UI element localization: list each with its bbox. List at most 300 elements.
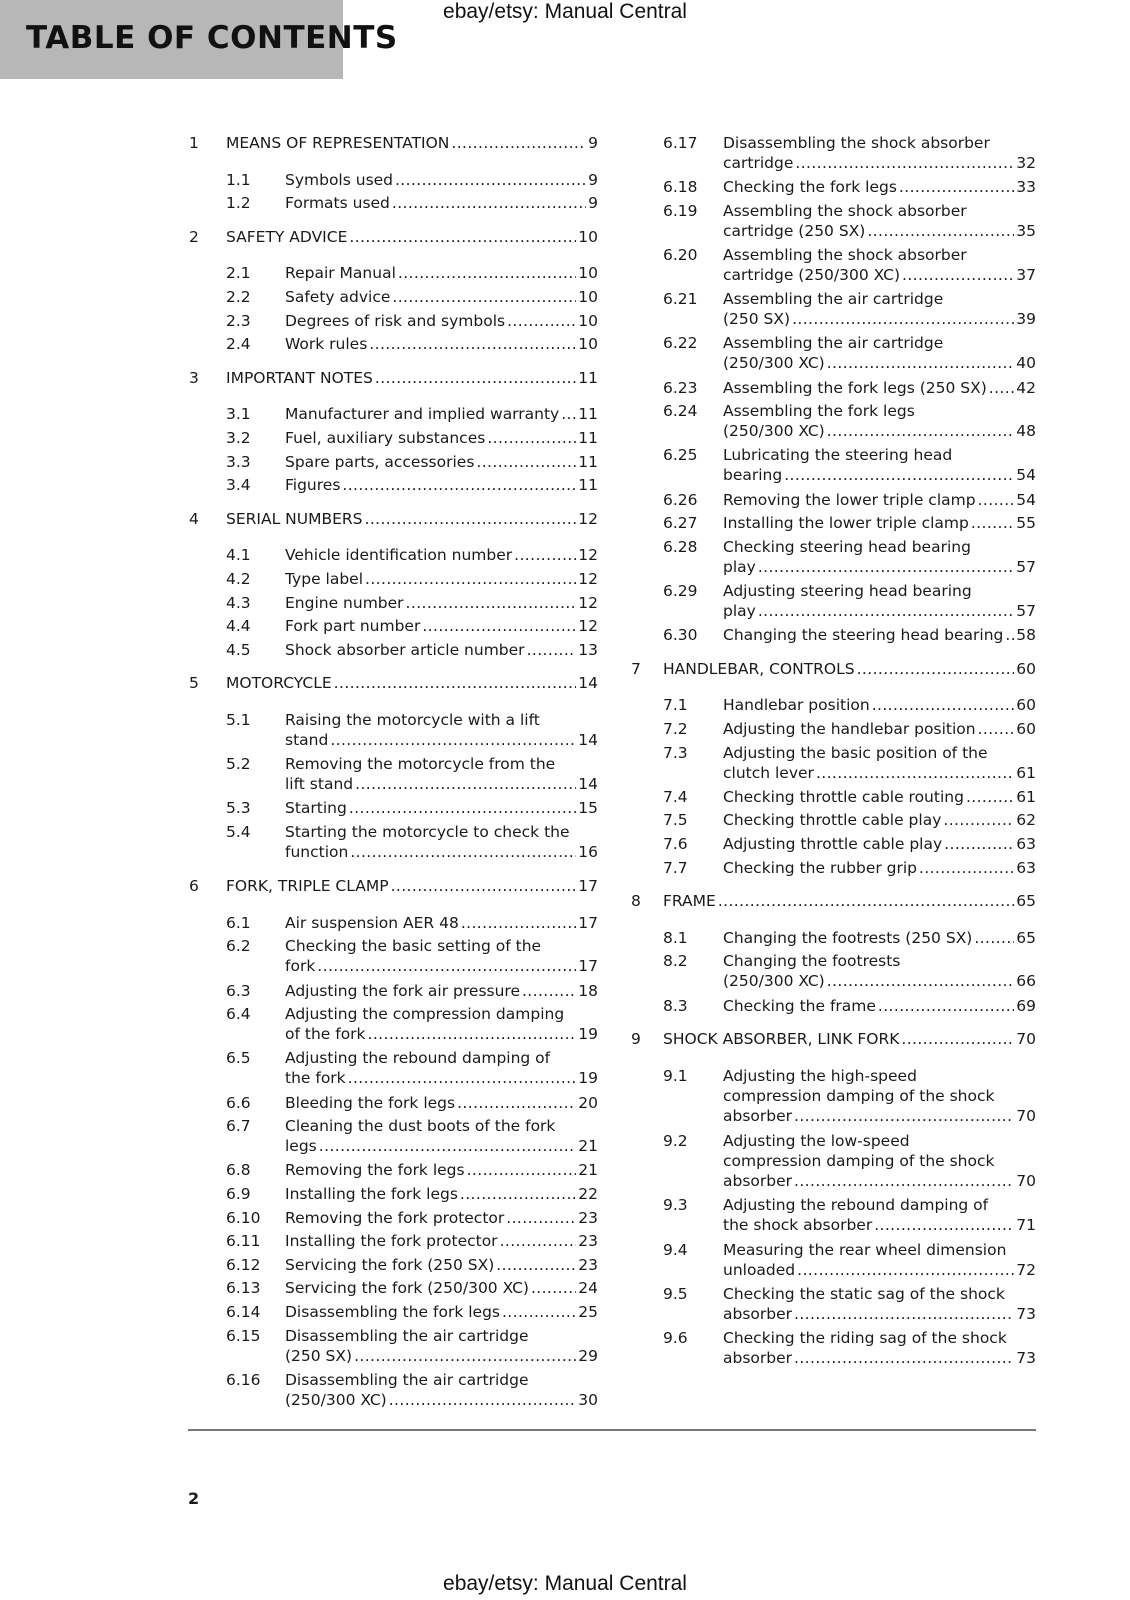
dot-leader xyxy=(966,787,1014,807)
toc-entry-title-line: Assembling the fork legs (250 SX) xyxy=(723,378,987,397)
toc-entry-title-line: Checking steering head bearing xyxy=(723,537,971,556)
toc-entry-title-line: lift stand xyxy=(285,775,354,794)
dot-leader xyxy=(797,1260,1014,1280)
toc-entry-title-line: Checking the static sag of the shock xyxy=(723,1284,1005,1303)
toc-entry-title-line: Fuel, auxiliary substances xyxy=(285,429,486,447)
toc-entry-title-line: Fork part number xyxy=(285,617,421,636)
toc-entry-title-line: Checking the rubber grip xyxy=(723,858,918,877)
toc-page-number: 33 xyxy=(1016,178,1036,197)
dot-leader xyxy=(1005,625,1014,645)
toc-entry[interactable] xyxy=(663,1240,1036,1281)
toc-entry-number: 6.20 xyxy=(663,246,698,264)
toc-entry-title-line: Starting the motorcycle to check the xyxy=(285,823,570,841)
toc-entry-number: 6.4 xyxy=(226,1005,251,1024)
toc-page-number: 58 xyxy=(1016,626,1036,645)
toc-page-number: 57 xyxy=(1016,602,1036,620)
toc-entry-number: 7.2 xyxy=(663,720,688,738)
toc-entry-title-line: Checking the fork legs xyxy=(723,178,897,197)
toc-entry-title-line: unloaded xyxy=(723,1260,796,1279)
toc-entry-number: 6.13 xyxy=(226,1279,261,1298)
toc-page-number: 24 xyxy=(578,1279,598,1298)
toc-entry-number: 4.2 xyxy=(226,570,251,588)
toc-entry-title-line: Adjusting steering head bearing xyxy=(723,582,972,600)
toc-page-number: 12 xyxy=(578,617,598,636)
toc-entry-title-line: (250 SX) xyxy=(723,310,791,329)
toc-page-number: 73 xyxy=(1016,1304,1036,1323)
toc-entry-title-line: compression damping of the shock xyxy=(723,1086,995,1105)
toc-entry-title-line: Servicing the fork (250 SX) xyxy=(285,1255,495,1274)
toc-entry-number: 7.4 xyxy=(663,787,688,806)
toc-entry-number: 8.2 xyxy=(663,952,688,971)
toc-page-number: 40 xyxy=(1016,354,1036,373)
toc-entry-number: 9.6 xyxy=(663,1329,688,1347)
toc-entry-title-line: Removing the lower triple clamp xyxy=(723,490,976,509)
toc-entry-number: 6.8 xyxy=(226,1161,251,1180)
toc-entry-title-line: the shock absorber xyxy=(723,1216,873,1235)
toc-page-number: 19 xyxy=(578,1025,598,1044)
toc-entry-title-line: Work rules xyxy=(285,335,368,354)
toc-entry-number: 7.6 xyxy=(663,835,688,853)
dot-leader xyxy=(827,421,1015,441)
toc-entry-title-line: Safety advice xyxy=(285,288,391,306)
toc-entry-title-line: the fork xyxy=(285,1069,346,1088)
toc-section-heading[interactable] xyxy=(631,659,1036,680)
toc-entry-title-line: clutch lever xyxy=(723,763,814,782)
toc-page-number: 63 xyxy=(1016,858,1036,877)
dot-leader xyxy=(794,1348,1014,1368)
toc-entry-title-line: MEANS OF REPRESENTATION xyxy=(226,134,450,152)
toc-entry[interactable] xyxy=(663,1328,1036,1369)
toc-entry-title-line: Checking throttle cable play xyxy=(723,811,942,830)
toc-entry-title-line: MOTORCYCLE xyxy=(226,674,332,693)
toc-page-number: 61 xyxy=(1016,763,1036,782)
dot-leader xyxy=(902,265,1014,285)
toc-entry[interactable] xyxy=(663,810,1036,831)
toc-entry[interactable] xyxy=(663,1131,1036,1193)
toc-entry-number: 7.1 xyxy=(663,696,688,715)
toc-entry-title-line: (250/300 XC) xyxy=(723,422,825,441)
toc-page-number: 15 xyxy=(578,799,598,818)
toc-entry[interactable] xyxy=(663,951,1036,992)
toc-entry[interactable] xyxy=(663,177,1036,198)
toc-entry-title-line: Starting xyxy=(285,799,347,818)
toc-page-number: 23 xyxy=(578,1208,598,1227)
toc-entry-title-line: Adjusting throttle cable play xyxy=(723,835,943,853)
toc-entry-number: 9.4 xyxy=(663,1240,688,1259)
toc-entry-title-line: Disassembling the fork legs xyxy=(285,1303,500,1321)
toc-entry-number: 2.1 xyxy=(226,264,251,283)
toc-page-number: 54 xyxy=(1016,466,1036,485)
toc-entry-title-line: of the fork xyxy=(285,1025,366,1044)
toc-entry-number: 6.30 xyxy=(663,626,698,645)
toc-entry-title-line: HANDLEBAR, CONTROLS xyxy=(663,659,855,678)
toc-entry-number: 6.12 xyxy=(226,1255,261,1274)
toc-page-number: 20 xyxy=(578,1093,598,1112)
toc-page-number: 32 xyxy=(1016,154,1036,172)
toc-entry-title-line: Removing the fork legs xyxy=(285,1161,465,1180)
dot-leader xyxy=(944,834,1014,854)
dot-leader xyxy=(857,659,1015,679)
toc-entry[interactable] xyxy=(663,928,1036,949)
toc-entry[interactable] xyxy=(663,201,1036,242)
toc-entry-title-line: bearing xyxy=(723,466,783,485)
toc-page-number: 9 xyxy=(588,194,598,213)
toc-entry-number: 6.16 xyxy=(226,1370,261,1389)
toc-entry-title-line: Raising the motorcycle with a lift xyxy=(285,711,540,729)
toc-entry-number: 6.21 xyxy=(663,290,698,309)
toc-entry[interactable] xyxy=(663,719,1036,740)
toc-entry-number: 5.1 xyxy=(226,711,251,729)
toc-entry-number: 2 xyxy=(189,227,199,246)
toc-entry-title-line: cartridge xyxy=(723,154,794,172)
toc-entry-title-line: function xyxy=(285,843,349,861)
toc-entry-title-line: Checking the basic setting of the xyxy=(285,937,542,956)
toc-entry-title-line: Removing the motorcycle from the xyxy=(285,755,556,774)
toc-page-number: 57 xyxy=(1016,557,1036,576)
toc-page-number: 30 xyxy=(578,1390,598,1409)
toc-entry-number: 7.5 xyxy=(663,811,688,830)
toc-entry-title-line: Type label xyxy=(285,570,364,588)
toc-entry-title-line: Checking the riding sag of the shock xyxy=(723,1329,1007,1347)
dot-leader xyxy=(758,601,1014,621)
toc-entry[interactable] xyxy=(663,378,1036,399)
toc-entry-title-line: Symbols used xyxy=(285,170,394,189)
dot-leader xyxy=(874,1215,1014,1235)
toc-entry-number: 3.3 xyxy=(226,452,251,471)
toc-entry-title-line: Bleeding the fork legs xyxy=(285,1093,456,1112)
toc-entry-title-line: Adjusting the rebound damping of xyxy=(723,1196,989,1215)
toc-entry[interactable] xyxy=(663,289,1036,330)
toc-page-number: 14 xyxy=(578,731,598,749)
toc-entry-number: 6.5 xyxy=(226,1049,251,1068)
toc-page-number: 9 xyxy=(588,170,598,189)
toc-page-number: 14 xyxy=(578,674,598,693)
toc-page-number: 70 xyxy=(1016,1171,1036,1190)
toc-entry-number: 2.3 xyxy=(226,311,251,330)
toc-entry-title-line: Vehicle identification number xyxy=(285,546,513,565)
toc-entry-title-line: Adjusting the fork air pressure xyxy=(285,981,520,1000)
toc-entry-title-line: Measuring the rear wheel dimension xyxy=(723,1240,1007,1259)
toc-entry-title-line: Formats used xyxy=(285,194,390,213)
toc-page-number: 17 xyxy=(578,877,598,896)
toc-entry-number: 4.4 xyxy=(226,617,251,636)
toc-page-number: 69 xyxy=(1016,996,1036,1015)
toc-entry-title-line: Engine number xyxy=(285,593,404,612)
toc-entry-number: 5.2 xyxy=(226,755,251,774)
toc-entry-number: 4.3 xyxy=(226,593,251,612)
toc-page-number: 21 xyxy=(578,1137,598,1156)
toc-page-number: 55 xyxy=(1016,514,1036,533)
toc-entry-number: 6.22 xyxy=(663,334,698,353)
toc-page-number: 71 xyxy=(1016,1216,1036,1235)
dot-leader xyxy=(872,695,1015,715)
toc-page-number: 35 xyxy=(1016,221,1036,240)
toc-entry[interactable] xyxy=(663,581,1036,622)
toc-entry-title-line: Assembling the air cartridge xyxy=(723,334,944,353)
toc-entry-number: 6.19 xyxy=(663,201,698,220)
toc-section-heading[interactable] xyxy=(631,1029,1036,1050)
dot-leader xyxy=(795,153,1014,173)
dot-leader xyxy=(816,763,1014,783)
toc-entry-number: 6.25 xyxy=(663,446,698,465)
toc-page-number: 10 xyxy=(578,335,598,354)
toc-entry-number: 3.1 xyxy=(226,405,251,424)
dot-leader xyxy=(978,719,1015,739)
toc-entry-number: 9.5 xyxy=(663,1284,688,1303)
toc-entry[interactable] xyxy=(663,445,1036,486)
toc-page-number: 11 xyxy=(578,405,598,424)
dot-leader xyxy=(974,928,1014,948)
toc-entry-number: 2.2 xyxy=(226,288,251,306)
watermark-top: ebay/etsy: Manual Central xyxy=(443,0,687,23)
toc-entry-number: 5.3 xyxy=(226,799,251,818)
toc-entry-title-line: SAFETY ADVICE xyxy=(226,227,348,246)
toc-page-number: 21 xyxy=(578,1161,598,1180)
toc-entry[interactable] xyxy=(663,1195,1036,1236)
toc-entry[interactable] xyxy=(663,1284,1036,1325)
toc-page-number: 48 xyxy=(1016,422,1036,441)
dot-leader xyxy=(919,858,1014,878)
toc-entry-number: 6.11 xyxy=(226,1232,261,1251)
toc-page-number: 60 xyxy=(1016,659,1036,678)
toc-entry-title-line: Manufacturer and implied warranty xyxy=(285,405,560,424)
toc-page-number: 63 xyxy=(1016,835,1036,853)
toc-page-number: 10 xyxy=(578,227,598,246)
toc-entry-title-line: (250/300 XC) xyxy=(723,354,825,373)
toc-entry[interactable] xyxy=(663,695,1036,716)
toc-entry-title-line: Adjusting the low-speed xyxy=(723,1131,910,1150)
toc-entry-title-line: play xyxy=(723,557,756,576)
toc-entry-title-line: Adjusting the basic position of the xyxy=(723,743,988,762)
toc-entry-number: 3.4 xyxy=(226,476,251,495)
toc-page-number: 9 xyxy=(588,134,598,152)
toc-entry-title-line: Assembling the air cartridge xyxy=(723,290,944,309)
toc-entry-number: 1 xyxy=(189,134,199,152)
toc-entry-number: 9.2 xyxy=(663,1131,688,1150)
toc-entry-title-line: cartridge (250 SX) xyxy=(723,221,866,240)
toc-page-number: 10 xyxy=(578,288,598,306)
toc-page-number: 70 xyxy=(1016,1030,1036,1049)
toc-entry-title-line: absorber xyxy=(723,1349,793,1367)
toc-entry-number: 6.10 xyxy=(226,1208,261,1227)
toc-entry-title-line: Assembling the shock absorber xyxy=(723,201,967,220)
toc-entry-title-line: Lubricating the steering head xyxy=(723,446,953,465)
toc-entry-title-line: FRAME xyxy=(663,892,716,911)
toc-entry-number: 3.2 xyxy=(226,429,251,447)
toc-page-number: 12 xyxy=(578,593,598,612)
toc-entry-title-line: (250/300 XC) xyxy=(723,972,825,991)
toc-entry-number: 6.15 xyxy=(226,1326,261,1345)
toc-entry-title-line: SHOCK ABSORBER, LINK FORK xyxy=(663,1030,900,1049)
watermark-bottom: ebay/etsy: Manual Central xyxy=(443,1572,687,1595)
toc-entry-number: 6.24 xyxy=(663,402,698,421)
dot-leader xyxy=(878,996,1014,1016)
toc-page-number: 19 xyxy=(578,1069,598,1088)
toc-entry-title-line: compression damping of the shock xyxy=(723,1151,995,1170)
toc-page-number: 17 xyxy=(578,957,598,976)
toc-section-heading[interactable] xyxy=(631,891,1036,912)
toc-entry-number: 8.3 xyxy=(663,996,688,1015)
toc-entry-title-line: FORK, TRIPLE CLAMP xyxy=(226,877,389,896)
toc-entry-number: 6.29 xyxy=(663,582,698,600)
toc-page-number: 16 xyxy=(578,843,598,861)
dot-leader xyxy=(899,177,1014,197)
toc-entry-title-line: Installing the lower triple clamp xyxy=(723,514,969,533)
toc-page-number: 22 xyxy=(578,1185,598,1203)
toc-page-number: 23 xyxy=(578,1255,598,1274)
toc-entry-title-line: Air suspension AER 48 xyxy=(285,913,459,932)
dot-leader xyxy=(718,891,1014,911)
toc-entry-number: 9 xyxy=(631,1030,641,1049)
toc-entry[interactable] xyxy=(663,513,1036,534)
toc-page-number: 11 xyxy=(578,452,598,471)
toc-entry-title-line: absorber xyxy=(723,1304,793,1323)
toc-page-number: 10 xyxy=(578,311,598,330)
toc-entry[interactable] xyxy=(663,1066,1036,1128)
dot-leader xyxy=(901,1029,1014,1049)
toc-entry-title-line: Changing the steering head bearing xyxy=(723,626,1004,645)
toc-entry-title-line: Assembling the shock absorber xyxy=(723,246,967,264)
toc-page-number: 17 xyxy=(578,913,598,932)
toc-page-number: 12 xyxy=(578,546,598,565)
dot-leader xyxy=(794,1304,1014,1324)
toc-page-number: 12 xyxy=(578,509,598,528)
toc-entry-number: 8.1 xyxy=(663,928,688,947)
toc-page-number: 65 xyxy=(1016,892,1036,911)
toc-entry[interactable] xyxy=(663,401,1036,442)
toc-page-number: 29 xyxy=(578,1346,598,1365)
dot-leader xyxy=(792,309,1014,329)
toc-entry-title-line: absorber xyxy=(723,1106,793,1125)
toc-entry[interactable] xyxy=(663,625,1036,646)
toc-entry-number: 4.5 xyxy=(226,640,251,659)
toc-entry-number: 7 xyxy=(631,659,641,678)
toc-entry-number: 6.17 xyxy=(663,134,698,152)
toc-entry-title-line: legs xyxy=(285,1137,317,1156)
toc-entry-title-line: play xyxy=(723,602,756,620)
toc-entry-title-line: Degrees of risk and symbols xyxy=(285,311,506,330)
toc-entry-title-line: Installing the fork legs xyxy=(285,1185,458,1203)
toc-entry-title-line: absorber xyxy=(723,1171,793,1190)
toc-entry-number: 6.2 xyxy=(226,937,251,956)
toc-entry-title-line: (250 SX) xyxy=(285,1346,353,1365)
dot-leader xyxy=(989,378,1015,398)
toc-entry[interactable] xyxy=(663,996,1036,1017)
toc-entry-number: 6.1 xyxy=(226,913,251,932)
toc-entry-title-line: Disassembling the air cartridge xyxy=(285,1326,529,1345)
dot-leader xyxy=(943,810,1014,830)
toc-page-number: 54 xyxy=(1016,490,1036,509)
toc-page-number: 12 xyxy=(578,570,598,588)
toc-entry-number: 6.18 xyxy=(663,178,698,197)
toc-entry-title-line: Installing the fork protector xyxy=(285,1232,498,1251)
dot-leader xyxy=(978,490,1015,510)
toc-entry-number: 6.23 xyxy=(663,378,698,397)
dot-leader xyxy=(827,353,1015,373)
toc-entry-title-line: Servicing the fork (250/300 XC) xyxy=(285,1279,529,1298)
toc-entry-title-line: Cleaning the dust boots of the fork xyxy=(285,1117,556,1136)
page-title: TABLE OF CONTENTS xyxy=(26,20,398,56)
toc-page-number: 42 xyxy=(1016,378,1036,397)
toc-entry-title-line: (250/300 XC) xyxy=(285,1390,387,1409)
toc-entry-title-line: Repair Manual xyxy=(285,264,396,283)
toc-entry[interactable] xyxy=(663,245,1036,286)
toc-page-number: 11 xyxy=(578,429,598,447)
toc-page-number: 60 xyxy=(1016,696,1036,715)
toc-entry-title-line: SERIAL NUMBERS xyxy=(226,509,363,528)
toc-entry-number: 5.4 xyxy=(226,823,251,841)
toc-entry-title-line: Adjusting the handlebar position xyxy=(723,720,976,738)
toc-page-number: 61 xyxy=(1016,787,1036,806)
dot-leader xyxy=(867,221,1014,241)
toc-page-number: 11 xyxy=(578,368,598,387)
toc-page-number: 11 xyxy=(578,476,598,495)
toc-entry[interactable] xyxy=(663,537,1036,578)
toc-entry[interactable] xyxy=(663,743,1036,784)
toc-entry-number: 4.1 xyxy=(226,546,251,565)
toc-entry-title-line: stand xyxy=(285,731,329,749)
toc-entry-title-line: Changing the footrests xyxy=(723,952,901,971)
toc-entry[interactable] xyxy=(663,333,1036,374)
toc-page-number: 10 xyxy=(578,264,598,283)
toc-entry-title-line: cartridge (250/300 XC) xyxy=(723,266,901,284)
toc-entry-number: 2.4 xyxy=(226,335,251,354)
toc-entry-number: 6.7 xyxy=(226,1117,251,1136)
toc-entry-number: 7.3 xyxy=(663,743,688,762)
toc-entry-title-line: Adjusting the high-speed xyxy=(723,1066,917,1085)
toc-page-number: 39 xyxy=(1016,310,1036,329)
toc-entry[interactable] xyxy=(663,133,1036,174)
toc-entry-title-line: Spare parts, accessories xyxy=(285,452,475,471)
dot-leader xyxy=(827,971,1015,991)
toc-page-number: 37 xyxy=(1016,266,1036,284)
toc-page-number: 18 xyxy=(578,981,598,1000)
toc-entry[interactable] xyxy=(663,787,1036,808)
toc-entry-title-line: fork xyxy=(285,957,316,976)
toc-entry[interactable] xyxy=(663,490,1036,511)
page-number: 2 xyxy=(188,1489,200,1508)
toc-page-number: 62 xyxy=(1016,811,1036,830)
toc-entry-number: 5 xyxy=(189,674,199,693)
toc-entry-number: 6.27 xyxy=(663,514,698,533)
toc-entry-number: 7.7 xyxy=(663,858,688,877)
toc-page-number: 60 xyxy=(1016,720,1036,738)
toc-entry-number: 6.14 xyxy=(226,1303,261,1321)
footer-divider xyxy=(188,1429,1036,1431)
toc-entry[interactable] xyxy=(663,834,1036,855)
toc-entry-number: 3 xyxy=(189,368,199,387)
toc-entry-number: 9.3 xyxy=(663,1196,688,1215)
toc-page-number: 72 xyxy=(1016,1260,1036,1279)
toc-entry-number: 6 xyxy=(189,877,199,896)
toc-entry[interactable] xyxy=(663,858,1036,879)
toc-entry-number: 6.3 xyxy=(226,981,251,1000)
toc-entry-number: 6.9 xyxy=(226,1185,251,1203)
toc-entry-title-line: Handlebar position xyxy=(723,696,870,715)
toc-entry-title-line: Assembling the fork legs xyxy=(723,402,915,421)
dot-leader xyxy=(794,1171,1014,1191)
toc-entry-title-line: Changing the footrests (250 SX) xyxy=(723,928,973,947)
toc-page-number: 65 xyxy=(1016,928,1036,947)
toc-entry-number: 6.6 xyxy=(226,1093,251,1112)
toc-entry-number: 1.1 xyxy=(226,170,251,189)
toc-entry-title-line: IMPORTANT NOTES xyxy=(226,368,373,387)
dot-leader xyxy=(784,465,1014,485)
toc-page-number: 25 xyxy=(578,1303,598,1321)
toc-entry-title-line: Shock absorber article number xyxy=(285,640,525,659)
toc-entry-number: 9.1 xyxy=(663,1066,688,1085)
toc-entry-title-line: Removing the fork protector xyxy=(285,1208,505,1227)
